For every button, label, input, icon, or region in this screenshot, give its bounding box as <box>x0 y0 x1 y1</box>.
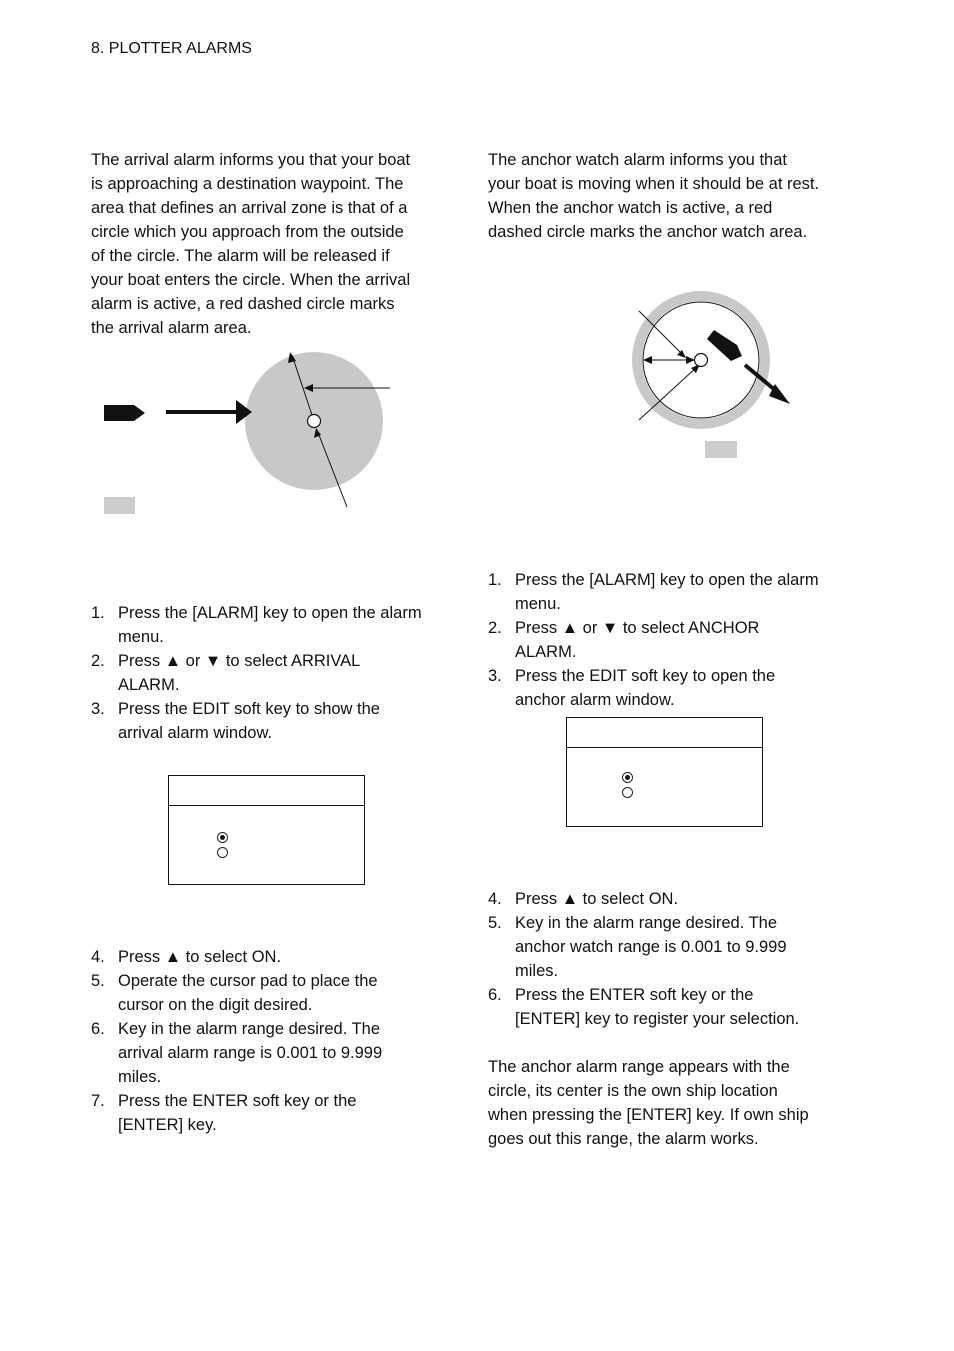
step-item <box>488 616 858 664</box>
step-number: 5. <box>488 914 502 932</box>
step-text-line: miles. <box>118 1068 162 1086</box>
text-line: dashed circle marks the anchor watch area. <box>488 223 808 241</box>
step-item <box>488 664 858 712</box>
step-number: 4. <box>488 890 502 908</box>
radio-off[interactable] <box>622 787 633 798</box>
text-line: of the circle. The alarm will be released if <box>91 247 390 265</box>
anchor-label-box <box>705 441 737 458</box>
step-text-line: cursor on the digit desired. <box>118 996 313 1014</box>
text-line: circle which you approach from the outside <box>91 223 404 241</box>
step-text-line: ALARM. <box>515 643 577 661</box>
step-text-line: Press the [ALARM] key to open the alarm <box>118 604 422 622</box>
step-text-line: Press ▲ to select ON. <box>515 890 679 908</box>
text-line: When the anchor watch is active, a red <box>488 199 773 217</box>
radio-on[interactable] <box>622 772 633 783</box>
step-text-line: Press the EDIT soft key to show the <box>118 700 380 718</box>
step-text-line: Key in the alarm range desired. The <box>515 914 778 932</box>
step-text-line: miles. <box>515 962 559 980</box>
step-number: 3. <box>488 667 502 685</box>
section-header: 8. PLOTTER ALARMS <box>91 40 252 57</box>
step-number: 1. <box>488 571 502 589</box>
step-text-line: anchor alarm window. <box>515 691 675 709</box>
text-line: goes out this range, the alarm works. <box>488 1130 759 1148</box>
text-line: The anchor watch alarm informs you that <box>488 151 787 169</box>
step-text-line: Press ▲ or ▼ to select ARRIVAL <box>118 652 361 670</box>
anchor-steps-4-6 <box>488 887 858 1031</box>
text-line: The anchor alarm range appears with the <box>488 1058 790 1076</box>
step-text-line: Press ▲ or ▼ to select ANCHOR <box>515 619 760 637</box>
text-line: area that defines an arrival zone is that of a <box>91 199 408 217</box>
step-text-line: ALARM. <box>118 676 180 694</box>
text-line: your boat is moving when it should be at rest. <box>488 175 820 193</box>
text-line: alarm is active, a red dashed circle marks <box>91 295 395 313</box>
step-text-line: Key in the alarm range desired. The <box>118 1020 381 1038</box>
text-line: The arrival alarm informs you that your boat <box>91 151 411 169</box>
anchor-outro <box>488 1055 809 1151</box>
step-text-line: Press the ENTER soft key or the <box>515 986 754 1004</box>
window-title-bar <box>567 747 762 748</box>
step-text-line: anchor watch range is 0.001 to 9.999 <box>515 938 787 956</box>
step-text-line: arrival alarm window. <box>118 724 273 742</box>
text-line: when pressing the [ENTER] key. If own ship <box>488 1106 809 1124</box>
own-ship-icon <box>695 354 708 367</box>
step-text-line: menu. <box>118 628 164 646</box>
anchor-alarm-window <box>566 717 763 827</box>
step-number: 7. <box>91 1092 105 1110</box>
step-text-line: [ENTER] key. <box>118 1116 217 1134</box>
step-text-line: Press the EDIT soft key to open the <box>515 667 776 685</box>
step-number: 1. <box>91 604 105 622</box>
step-number: 2. <box>91 652 105 670</box>
text-line: is approaching a destination waypoint. The <box>91 175 404 193</box>
anchor-steps-1-3 <box>488 568 858 712</box>
text-line: circle, its center is the own ship location <box>488 1082 778 1100</box>
step-text-line: Operate the cursor pad to place the <box>118 972 378 990</box>
step-number: 4. <box>91 948 105 966</box>
step-number: 2. <box>488 619 502 637</box>
step-item <box>488 887 858 911</box>
step-item <box>488 911 858 983</box>
step-number: 3. <box>91 700 105 718</box>
step-text-line: menu. <box>515 595 561 613</box>
text-line: the arrival alarm area. <box>91 319 252 337</box>
step-number: 6. <box>488 986 502 1004</box>
step-number: 5. <box>91 972 105 990</box>
step-text-line: [ENTER] key to register your selection. <box>515 1010 800 1028</box>
step-item <box>488 983 858 1031</box>
step-number: 6. <box>91 1020 105 1038</box>
step-text-line: Press the ENTER soft key or the <box>118 1092 357 1110</box>
text-line: your boat enters the circle. When the arrival <box>91 271 411 289</box>
step-text-line: arrival alarm range is 0.001 to 9.999 <box>118 1044 383 1062</box>
step-text-line: Press the [ALARM] key to open the alarm <box>515 571 819 589</box>
step-text-line: Press ▲ to select ON. <box>118 948 282 966</box>
step-item <box>488 568 858 616</box>
